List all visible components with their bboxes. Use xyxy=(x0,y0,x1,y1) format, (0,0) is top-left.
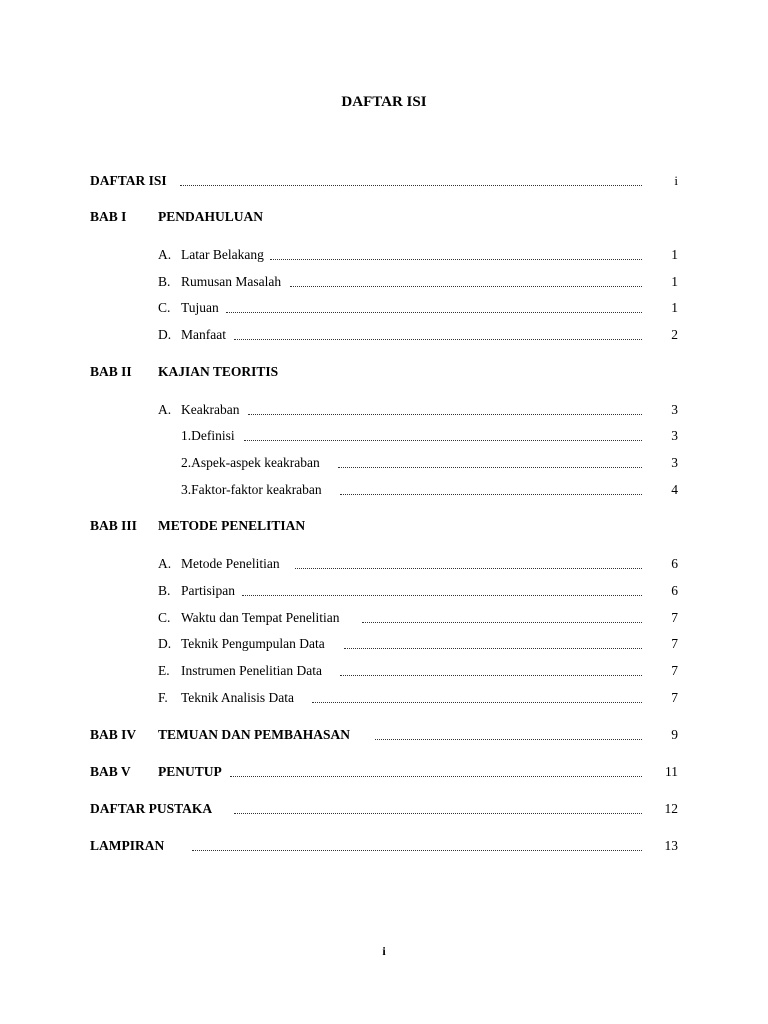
toc-entry-marker: A. xyxy=(158,247,172,262)
dot-leader xyxy=(234,813,642,814)
chapter-title: PENDAHULUAN xyxy=(158,209,264,224)
toc-entry-bab-4[interactable] xyxy=(0,727,768,745)
toc-entry-daftar-pustaka[interactable] xyxy=(0,801,768,819)
toc-entry[interactable] xyxy=(0,274,768,292)
chapter-heading-bab-3 xyxy=(0,518,768,536)
dot-leader xyxy=(375,739,642,740)
toc-entry-label: Teknik Analisis Data xyxy=(181,690,298,706)
toc-subentry[interactable] xyxy=(0,482,768,500)
dot-leader xyxy=(234,339,642,340)
toc-entry-label: Rumusan Masalah xyxy=(181,274,285,290)
toc-entry-marker: C. xyxy=(158,300,171,315)
toc-entry-label: Tujuan xyxy=(181,300,223,316)
toc-entry-page: 13 xyxy=(664,838,678,853)
toc-entry-marker: E. xyxy=(158,663,170,678)
toc-entry-page: 6 xyxy=(671,556,678,571)
toc-entry-page: 7 xyxy=(671,690,678,705)
toc-entry-page: 3 xyxy=(671,455,678,470)
toc-entry-label: Manfaat xyxy=(181,327,230,343)
toc-entry-marker: C. xyxy=(158,610,171,625)
toc-entry[interactable] xyxy=(0,636,768,654)
toc-entry-page: 4 xyxy=(671,482,678,497)
toc-entry-page: 9 xyxy=(671,727,678,742)
toc-entry-label: Partisipan xyxy=(181,583,239,599)
toc-entry-marker: B. xyxy=(158,274,171,289)
toc-entry-label: 2.Aspek-aspek keakraban xyxy=(181,455,324,471)
chapter-number: BAB III xyxy=(90,518,137,533)
toc-entry-daftar-isi[interactable] xyxy=(0,173,768,191)
page-number: i xyxy=(382,944,386,958)
chapter-title: METODE PENELITIAN xyxy=(158,518,306,533)
toc-entry-page: 7 xyxy=(671,663,678,678)
dot-leader xyxy=(180,185,642,186)
toc-entry-page: i xyxy=(674,173,678,188)
chapter-title: TEMUAN DAN PEMBAHASAN xyxy=(158,727,354,743)
toc-entry-marker: D. xyxy=(158,636,172,651)
dot-leader xyxy=(244,440,642,441)
toc-entry[interactable] xyxy=(0,690,768,708)
dot-leader xyxy=(192,850,642,851)
dot-leader xyxy=(270,259,642,260)
dot-leader xyxy=(226,312,642,313)
dot-leader xyxy=(295,568,642,569)
toc-entry-marker: A. xyxy=(158,402,172,417)
toc-entry-marker: A. xyxy=(158,556,172,571)
dot-leader xyxy=(230,776,642,777)
chapter-number: BAB V xyxy=(90,764,135,780)
page-title: DAFTAR ISI xyxy=(341,94,427,110)
toc-subentry[interactable] xyxy=(0,455,768,473)
toc-entry-label: DAFTAR PUSTAKA xyxy=(90,801,216,817)
dot-leader xyxy=(340,675,642,676)
toc-entry-label: Teknik Pengumpulan Data xyxy=(181,636,329,652)
toc-entry[interactable] xyxy=(0,610,768,628)
toc-entry-page: 7 xyxy=(671,610,678,625)
toc-entry-label: 3.Faktor-faktor keakraban xyxy=(181,482,326,498)
toc-entry[interactable] xyxy=(0,402,768,420)
toc-entry-label: Instrumen Penelitian Data xyxy=(181,663,326,679)
dot-leader xyxy=(242,595,642,596)
toc-entry-label: Waktu dan Tempat Penelitian xyxy=(181,610,344,626)
toc-entry-page: 12 xyxy=(664,801,678,816)
toc-entry[interactable] xyxy=(0,300,768,318)
chapter-heading-bab-2 xyxy=(0,364,768,382)
toc-entry[interactable] xyxy=(0,556,768,574)
toc-entry-marker: D. xyxy=(158,327,172,342)
toc-entry-bab-5[interactable] xyxy=(0,764,768,782)
toc-subentry[interactable] xyxy=(0,428,768,446)
toc-entry[interactable] xyxy=(0,583,768,601)
toc-entry-marker: F. xyxy=(158,690,168,705)
dot-leader xyxy=(362,622,642,623)
dot-leader xyxy=(248,414,642,415)
toc-entry[interactable] xyxy=(0,663,768,681)
chapter-heading-bab-1 xyxy=(0,209,768,227)
toc-entry-page: 1 xyxy=(671,247,678,262)
toc-entry-label: Keakraban xyxy=(181,402,243,418)
toc-entry[interactable] xyxy=(0,327,768,345)
toc-entry-lampiran[interactable] xyxy=(0,838,768,856)
chapter-number: BAB IV xyxy=(90,727,140,743)
dot-leader xyxy=(290,286,642,287)
toc-entry-page: 7 xyxy=(671,636,678,651)
chapter-number: BAB I xyxy=(90,209,127,224)
dot-leader xyxy=(340,494,642,495)
toc-entry-page: 1 xyxy=(671,274,678,289)
toc-entry-page: 1 xyxy=(671,300,678,315)
toc-entry-page: 11 xyxy=(665,764,678,779)
toc-entry-page: 2 xyxy=(671,327,678,342)
toc-entry-page: 3 xyxy=(671,428,678,443)
toc-entry-marker: B. xyxy=(158,583,171,598)
toc-entry-label: Metode Penelitian xyxy=(181,556,284,572)
chapter-number: BAB II xyxy=(90,364,132,379)
toc-entry-page: 6 xyxy=(671,583,678,598)
toc-entry-label: Latar Belakang xyxy=(181,247,268,263)
toc-entry-label: LAMPIRAN xyxy=(90,838,168,854)
dot-leader xyxy=(338,467,642,468)
toc-entry-page: 3 xyxy=(671,402,678,417)
toc-entry-label: DAFTAR ISI xyxy=(90,173,171,189)
chapter-title: KAJIAN TEORITIS xyxy=(158,364,279,379)
toc-entry[interactable] xyxy=(0,247,768,265)
toc-entry-label: 1.Definisi xyxy=(181,428,239,444)
dot-leader xyxy=(344,648,642,649)
dot-leader xyxy=(312,702,642,703)
chapter-title: PENUTUP xyxy=(158,764,222,779)
